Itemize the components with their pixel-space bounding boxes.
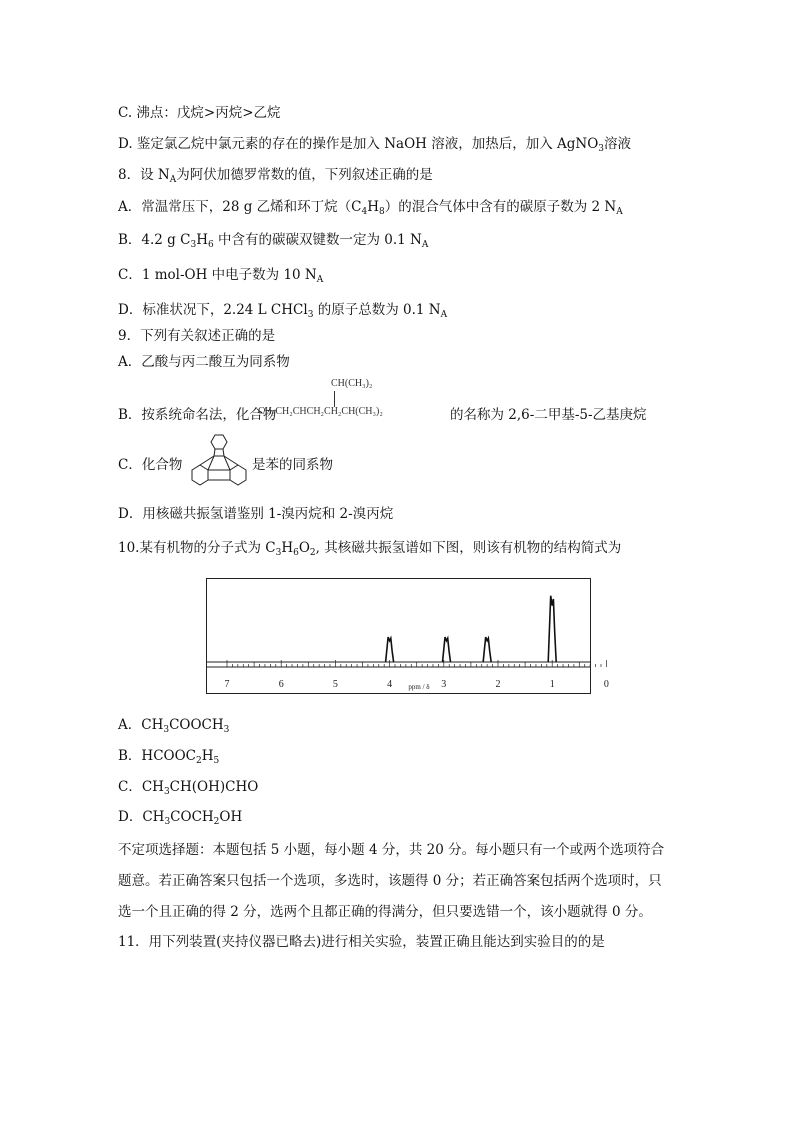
nmr-peak xyxy=(548,596,556,662)
option-10c: C．$CH_3CH(OH)CHO$ xyxy=(118,779,259,797)
question-8: 8．设 $N_A$为阿伏加德罗常数的值，下列叙述正确的是 xyxy=(118,167,433,185)
formula-branch: CH(CH₃)₂ xyxy=(331,378,373,389)
x-tick-label: 1 xyxy=(549,679,555,690)
option-9b: B．按系统命名法，化合物 xyxy=(118,407,277,423)
x-tick-label: 3 xyxy=(441,679,447,690)
option-8c: C．1 mol-OH 中电子数为 10 $N_A$ xyxy=(118,267,324,285)
formula-bond xyxy=(334,391,335,407)
nmr-peak xyxy=(386,637,394,662)
x-tick-label: 2 xyxy=(495,679,501,690)
option-8b: B．4.2 g $C_3H_6$ 中含有的碳碳双键数一定为 0.1 $N_A$ xyxy=(118,232,429,250)
option-7c: C. 沸点：戊烷>丙烷>乙烷 xyxy=(118,105,281,121)
option-8d: D．标准状况下，2.24 L CHCl$_3$ 的原子总数为 0.1 $N_A$ xyxy=(118,302,448,320)
x-tick-label: 6 xyxy=(278,679,284,690)
option-9a: A．乙酸与丙二酸互为同系物 xyxy=(118,354,290,370)
option-7d: D. 鉴定氯乙烷中氯元素的存在的操作是加入 NaOH 溶液，加热后，加入 AgNO$_3$溶液 xyxy=(118,136,632,154)
section-instructions-3: 选一个且正确的得 2 分，选两个且都正确的得满分，但只要选错一个，该小题就得 0 分。 xyxy=(118,904,652,920)
x-tick-label: 5 xyxy=(332,679,338,690)
question-9: 9．下列有关叙述正确的是 xyxy=(118,328,276,344)
x-tick-label: 4 xyxy=(387,679,393,690)
option-8a: A．常温常压下，28 g 乙烯和环丁烷$(C_4H_8)$的混合气体中含有的碳原子数为 2 $N_A$ xyxy=(118,199,623,217)
nmr-peak xyxy=(483,637,491,662)
option-10a: A．$CH_3COOCH_3$ xyxy=(118,717,230,735)
x-tick-label: 0 xyxy=(603,679,609,690)
option-9c-desc: 是苯的同系物 xyxy=(252,457,333,473)
option-9b-name: 的名称为 2,6-二甲基-5-乙基庚烷 xyxy=(450,407,647,423)
formula-main-chain: CH₃CH₂CHCH₂CH₂CH(CH₃)₂ xyxy=(258,406,383,417)
option-9c: C．化合物 xyxy=(118,457,183,473)
question-11: 11．用下列装置(夹持仪器已略去)进行相关实验，装置正确且能达到实验目的的是 xyxy=(118,934,605,950)
nmr-spectrum-plot xyxy=(207,579,609,693)
option-10b: B．$HCOOC_2H_5$ xyxy=(118,748,220,766)
nmr-peak xyxy=(443,637,451,662)
x-axis-label: ppm / δ xyxy=(408,683,430,691)
section-instructions-2: 题意。若正确答案只包括一个选项，多选时，该题得 0 分；若正确答案包括两个选项时，只 xyxy=(118,873,662,889)
question-10: 10.某有机物的分子式为 $C_3H_6O_2$, 其核磁共振氢谱如下图，则该有机物的结构简式为 xyxy=(118,540,622,558)
nmr-spectrum xyxy=(206,578,609,694)
x-tick-label: 7 xyxy=(224,679,230,690)
option-10d: D．$CH_3COCH_2OH$ xyxy=(118,809,243,827)
option-9b-formula xyxy=(258,378,450,423)
option-9d: D．用核磁共振氢谱鉴别 1-溴丙烷和 2-溴丙烷 xyxy=(118,506,394,522)
section-instructions-1: 不定项选择题：本题包括 5 小题，每小题 4 分，共 20 分。每小题只有一个或两个选项符合 xyxy=(118,842,665,858)
triptycene-structure xyxy=(188,432,252,496)
